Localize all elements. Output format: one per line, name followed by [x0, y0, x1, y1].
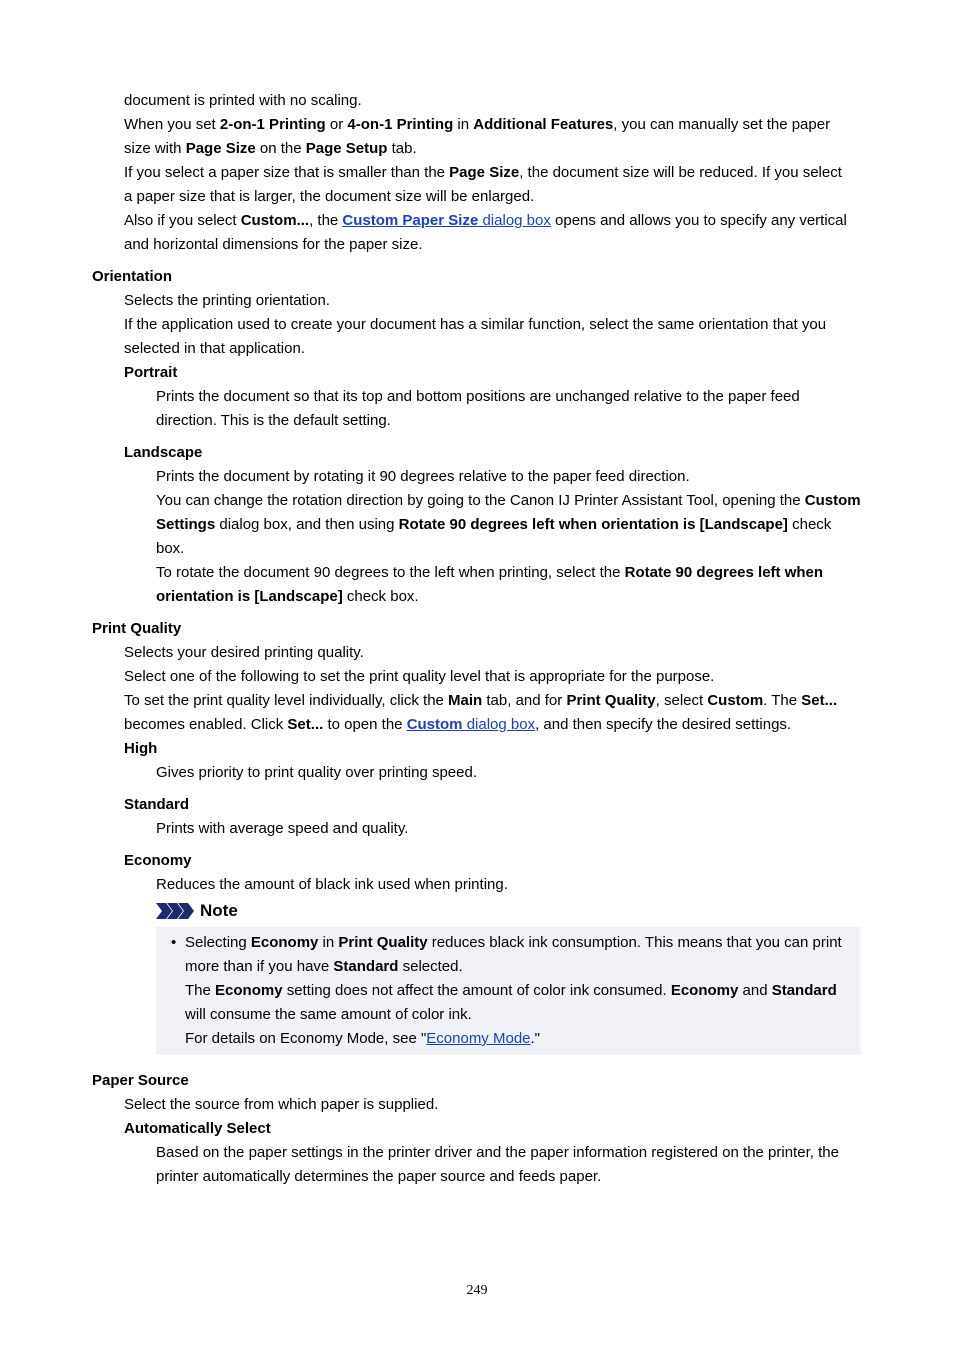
section-heading-orientation: Orientation [92, 268, 173, 285]
paragraph: You can change the rotation direction by going to the Canon IJ Printer Assistant Tool, opening the Custom Settings dialog box, and then using Rotate 90 degrees left when orientation is [Landscape] check box. [156, 492, 861, 557]
paragraph: Also if you select Custom..., the Custom Paper Size dialog box opens and allows you to specify any vertical and horizontal dimensions for the paper size. [124, 212, 847, 253]
text-line: Reduces the amount of black ink used when printing. [156, 876, 508, 893]
paragraph: Selecting Economy in Print Quality reduces black ink consumption. This means that you can print more than if you have Standard selected. [185, 934, 842, 975]
page-number: 249 [466, 1283, 488, 1298]
text-line: Selects your desired printing quality. [124, 644, 364, 661]
subheading-portrait: Portrait [124, 364, 178, 381]
subheading-standard: Standard [124, 796, 190, 813]
note-arrows-icon [156, 903, 196, 919]
text-line: Based on the paper settings in the printer driver and the paper information registered on the printer, the printer automatically determines the paper source and feeds paper. [156, 1144, 839, 1185]
text-line: Prints with average speed and quality. [156, 820, 409, 837]
economy-mode-link[interactable]: Economy Mode [426, 1030, 531, 1047]
paragraph: If you select a paper size that is smaller than the Page Size, the document size will be reduced. If you select a paper size that is larger, the document size will be enlarged. [124, 164, 842, 205]
paragraph: The Economy setting does not affect the amount of color ink consumed. Economy and Standard will consume the same amount of color ink. [185, 982, 837, 1023]
document-page [0, 89, 954, 1189]
note-header [156, 899, 954, 923]
subheading-landscape: Landscape [124, 444, 203, 461]
text-line: document is printed with no scaling. [124, 92, 362, 109]
text-line: Gives priority to print quality over printing speed. [156, 764, 477, 781]
custom-dialog-link[interactable]: Custom dialog box [406, 716, 536, 733]
bullet: • [171, 934, 177, 951]
text-line: Prints the document so that its top and bottom positions are unchanged relative to the paper feed direction. This is the default setting. [156, 388, 800, 429]
paragraph: For details on Economy Mode, see "Economy Mode." [185, 1030, 540, 1047]
paragraph: To rotate the document 90 degrees to the left when printing, select the Rotate 90 degrees left when orientation is [Landscape] check box. [156, 564, 824, 605]
paragraph: When you set 2-on-1 Printing or 4-on-1 Printing in Additional Features, you can manually set the paper size with Page Size on the Page Setup tab. [124, 116, 831, 157]
subheading-economy: Economy [124, 852, 192, 869]
text-line: Selects the printing orientation. [124, 292, 330, 309]
section-heading-paper-source: Paper Source [92, 1072, 189, 1089]
text-line: Prints the document by rotating it 90 degrees relative to the paper feed direction. [156, 468, 690, 485]
note-title: Note [200, 901, 238, 920]
subheading-high: High [124, 740, 158, 757]
text-line: Select one of the following to set the print quality level that is appropriate for the purpose. [124, 668, 715, 685]
subheading-automatically-select: Automatically Select [124, 1120, 271, 1137]
note-bullet-item [156, 931, 861, 1051]
text-line: Select the source from which paper is supplied. [124, 1096, 439, 1113]
text-line: If the application used to create your document has a similar function, select the same orientation that you selected in that application. [124, 316, 827, 357]
custom-paper-size-link[interactable]: Custom Paper Size dialog box [342, 212, 551, 229]
paragraph: To set the print quality level individually, click the Main tab, and for Print Quality, select Custom. The Set... becomes enabled. Click Set... to open the Custom dialog box, and then specify the desired settings. [124, 692, 838, 733]
note-box [156, 927, 861, 1055]
section-heading-print-quality: Print Quality [92, 620, 182, 637]
